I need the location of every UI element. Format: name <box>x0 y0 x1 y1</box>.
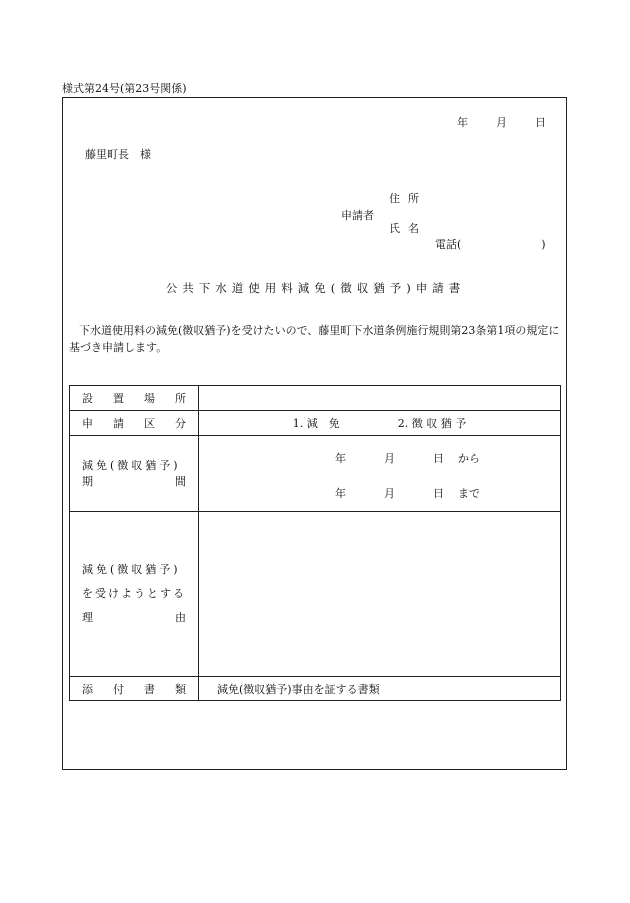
phone-label: 電話( <box>435 238 462 251</box>
period-to-line: 年 月 日 まで <box>335 487 480 500</box>
table-row-period <box>70 436 561 512</box>
category-value <box>199 411 561 436</box>
applicant-label: 申請者 <box>341 209 374 222</box>
table-row-category <box>70 411 561 436</box>
table-row-location <box>70 386 561 411</box>
reason-value-field[interactable] <box>199 512 561 677</box>
period-from-line: 年 月 日 から <box>335 452 480 465</box>
document-title: 公共下水道使用料減免(徴収猶予)申請書 <box>165 281 466 295</box>
address-label: 住所 <box>389 192 427 205</box>
period-value[interactable] <box>199 436 561 512</box>
phone-close: ) <box>541 238 546 251</box>
table-row-attachment <box>70 677 561 701</box>
date-day: 日 <box>535 116 546 129</box>
application-table <box>69 385 561 701</box>
date-month: 月 <box>496 116 507 129</box>
category-option-deferral[interactable]: 2. 徴 収 猶 予 <box>397 417 467 430</box>
phone-line <box>435 236 546 252</box>
date-year: 年 <box>457 116 468 129</box>
attachment-value: 減免(徴収猶予)事由を証する書類 <box>217 682 380 696</box>
table-row-reason <box>70 512 561 677</box>
date-line <box>457 114 546 130</box>
location-value-field[interactable] <box>199 386 561 411</box>
category-option-exemption[interactable]: 1. 減 免 <box>292 417 340 430</box>
reason-label: 減免(徴収猶予) を受けようとする 理 由 <box>82 563 186 624</box>
form-frame <box>62 97 567 770</box>
period-label: 減免(徴収猶予) 期 間 <box>82 458 186 488</box>
addressee: 藤里町長 様 <box>85 148 151 161</box>
attachment-label: 添 付 書 類 <box>82 682 186 696</box>
category-label: 申 請 区 分 <box>82 417 186 430</box>
location-label: 設 置 場 所 <box>82 392 186 405</box>
name-label: 氏名 <box>389 222 427 235</box>
body-text: 下水道使用料の減免(徴収猶予)を受けたいので、藤里町下水道条例施行規則第23条第1項の規定に基づき申請します。 <box>69 324 560 354</box>
form-number: 様式第24号(第23号関係) <box>62 82 187 95</box>
